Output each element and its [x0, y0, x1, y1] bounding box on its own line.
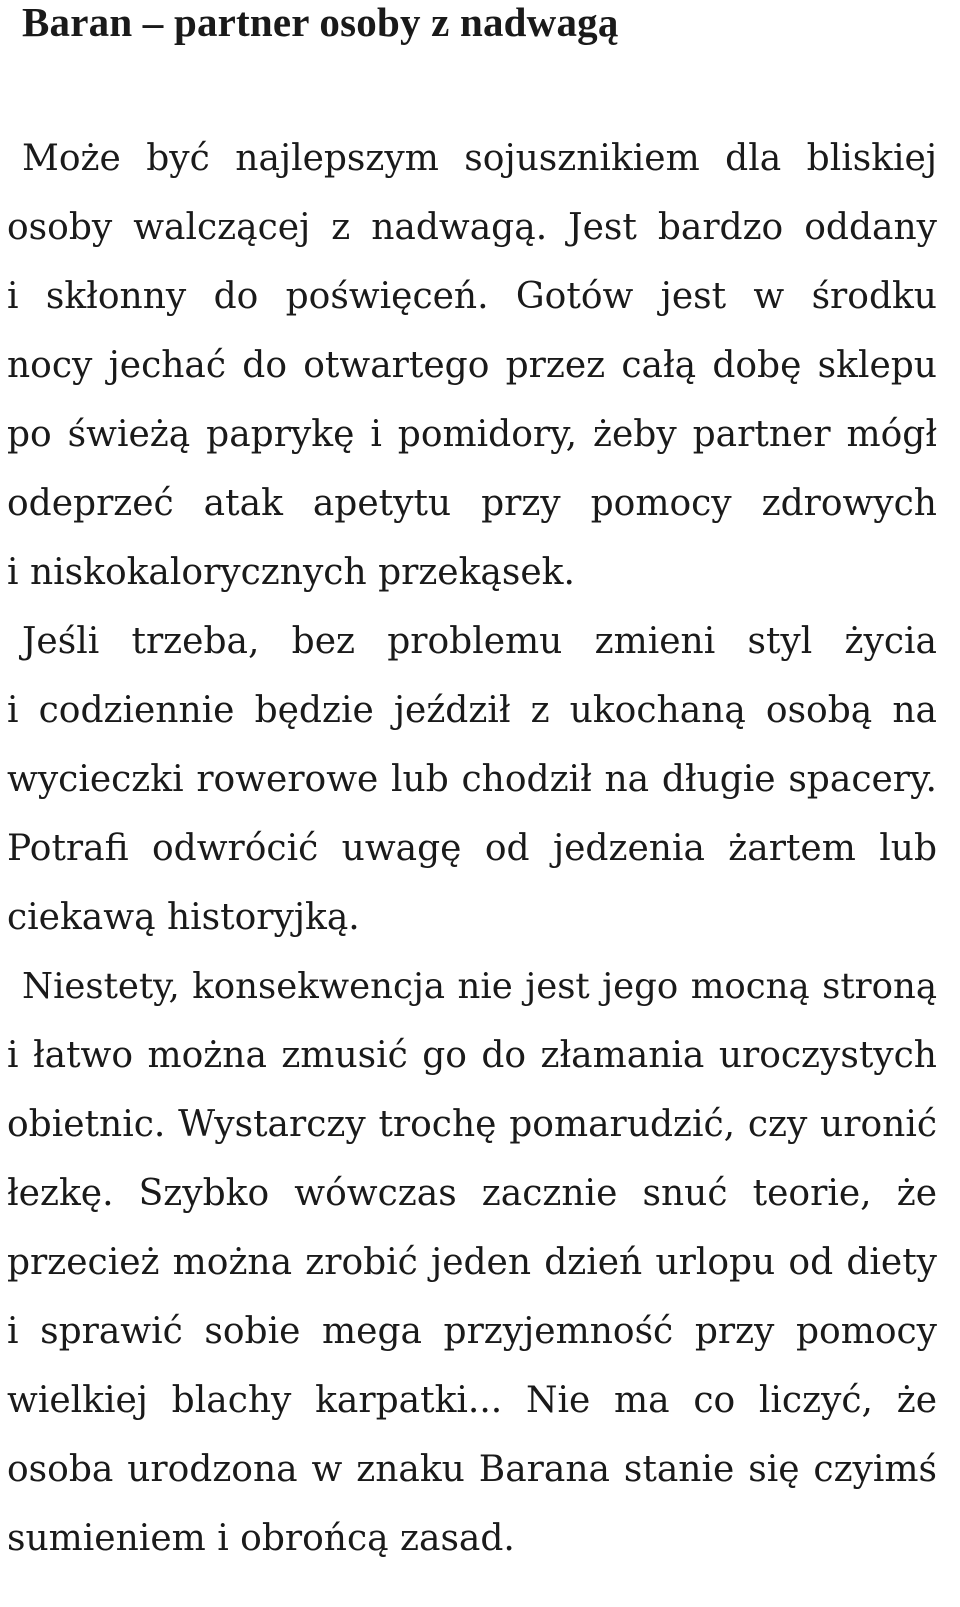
text-line: odeprzeć atak apetytu przy pomocy zdrowych — [7, 483, 937, 524]
text-line: obietnic. Wystarczy trochę pomarudzić, czy uronić — [7, 1104, 937, 1145]
text-line: osoba urodzona w znaku Barana stanie się czyimś — [7, 1449, 937, 1490]
text-line: Niestety, konsekwencja nie jest jego mocną stroną — [22, 966, 937, 1007]
text-line: nocy jechać do otwartego przez całą dobę sklepu — [7, 345, 937, 386]
text-line: po świeżą paprykę i pomidory, żeby partner mógł — [7, 414, 937, 455]
text-line: Jeśli trzeba, bez problemu zmieni styl życia — [22, 621, 937, 662]
text-line: i skłonny do poświęceń. Gotów jest w środku — [7, 276, 937, 317]
text-line: i codziennie będzie jeździł z ukochaną osobą na — [7, 690, 937, 731]
text-line: i niskokalorycznych przekąsek. — [7, 552, 575, 593]
text-line: Może być najlepszym sojusznikiem dla bliskiej — [22, 138, 937, 179]
text-line: osoby walczącej z nadwagą. Jest bardzo oddany — [7, 207, 937, 248]
text-line: przecież można zrobić jeden dzień urlopu od diety — [7, 1242, 937, 1283]
text-line: i łatwo można zmusić go do złamania uroczystych — [7, 1035, 937, 1076]
text-line: ciekawą historyjką. — [7, 897, 360, 938]
page-title: Baran – partner osoby z nadwagą — [22, 0, 619, 45]
text-line: łezkę. Szybko wówczas zacznie snuć teorie, że — [7, 1173, 937, 1214]
text-line: wycieczki rowerowe lub chodził na długie spacery. — [7, 759, 937, 800]
text-line: wielkiej blachy karpatki... Nie ma co liczyć, że — [7, 1380, 937, 1421]
text-line: i sprawić sobie mega przyjemność przy pomocy — [7, 1311, 937, 1352]
text-line: Potrafi odwrócić uwagę od jedzenia żartem lub — [7, 828, 937, 869]
text-line: sumieniem i obrońcą zasad. — [7, 1518, 515, 1559]
